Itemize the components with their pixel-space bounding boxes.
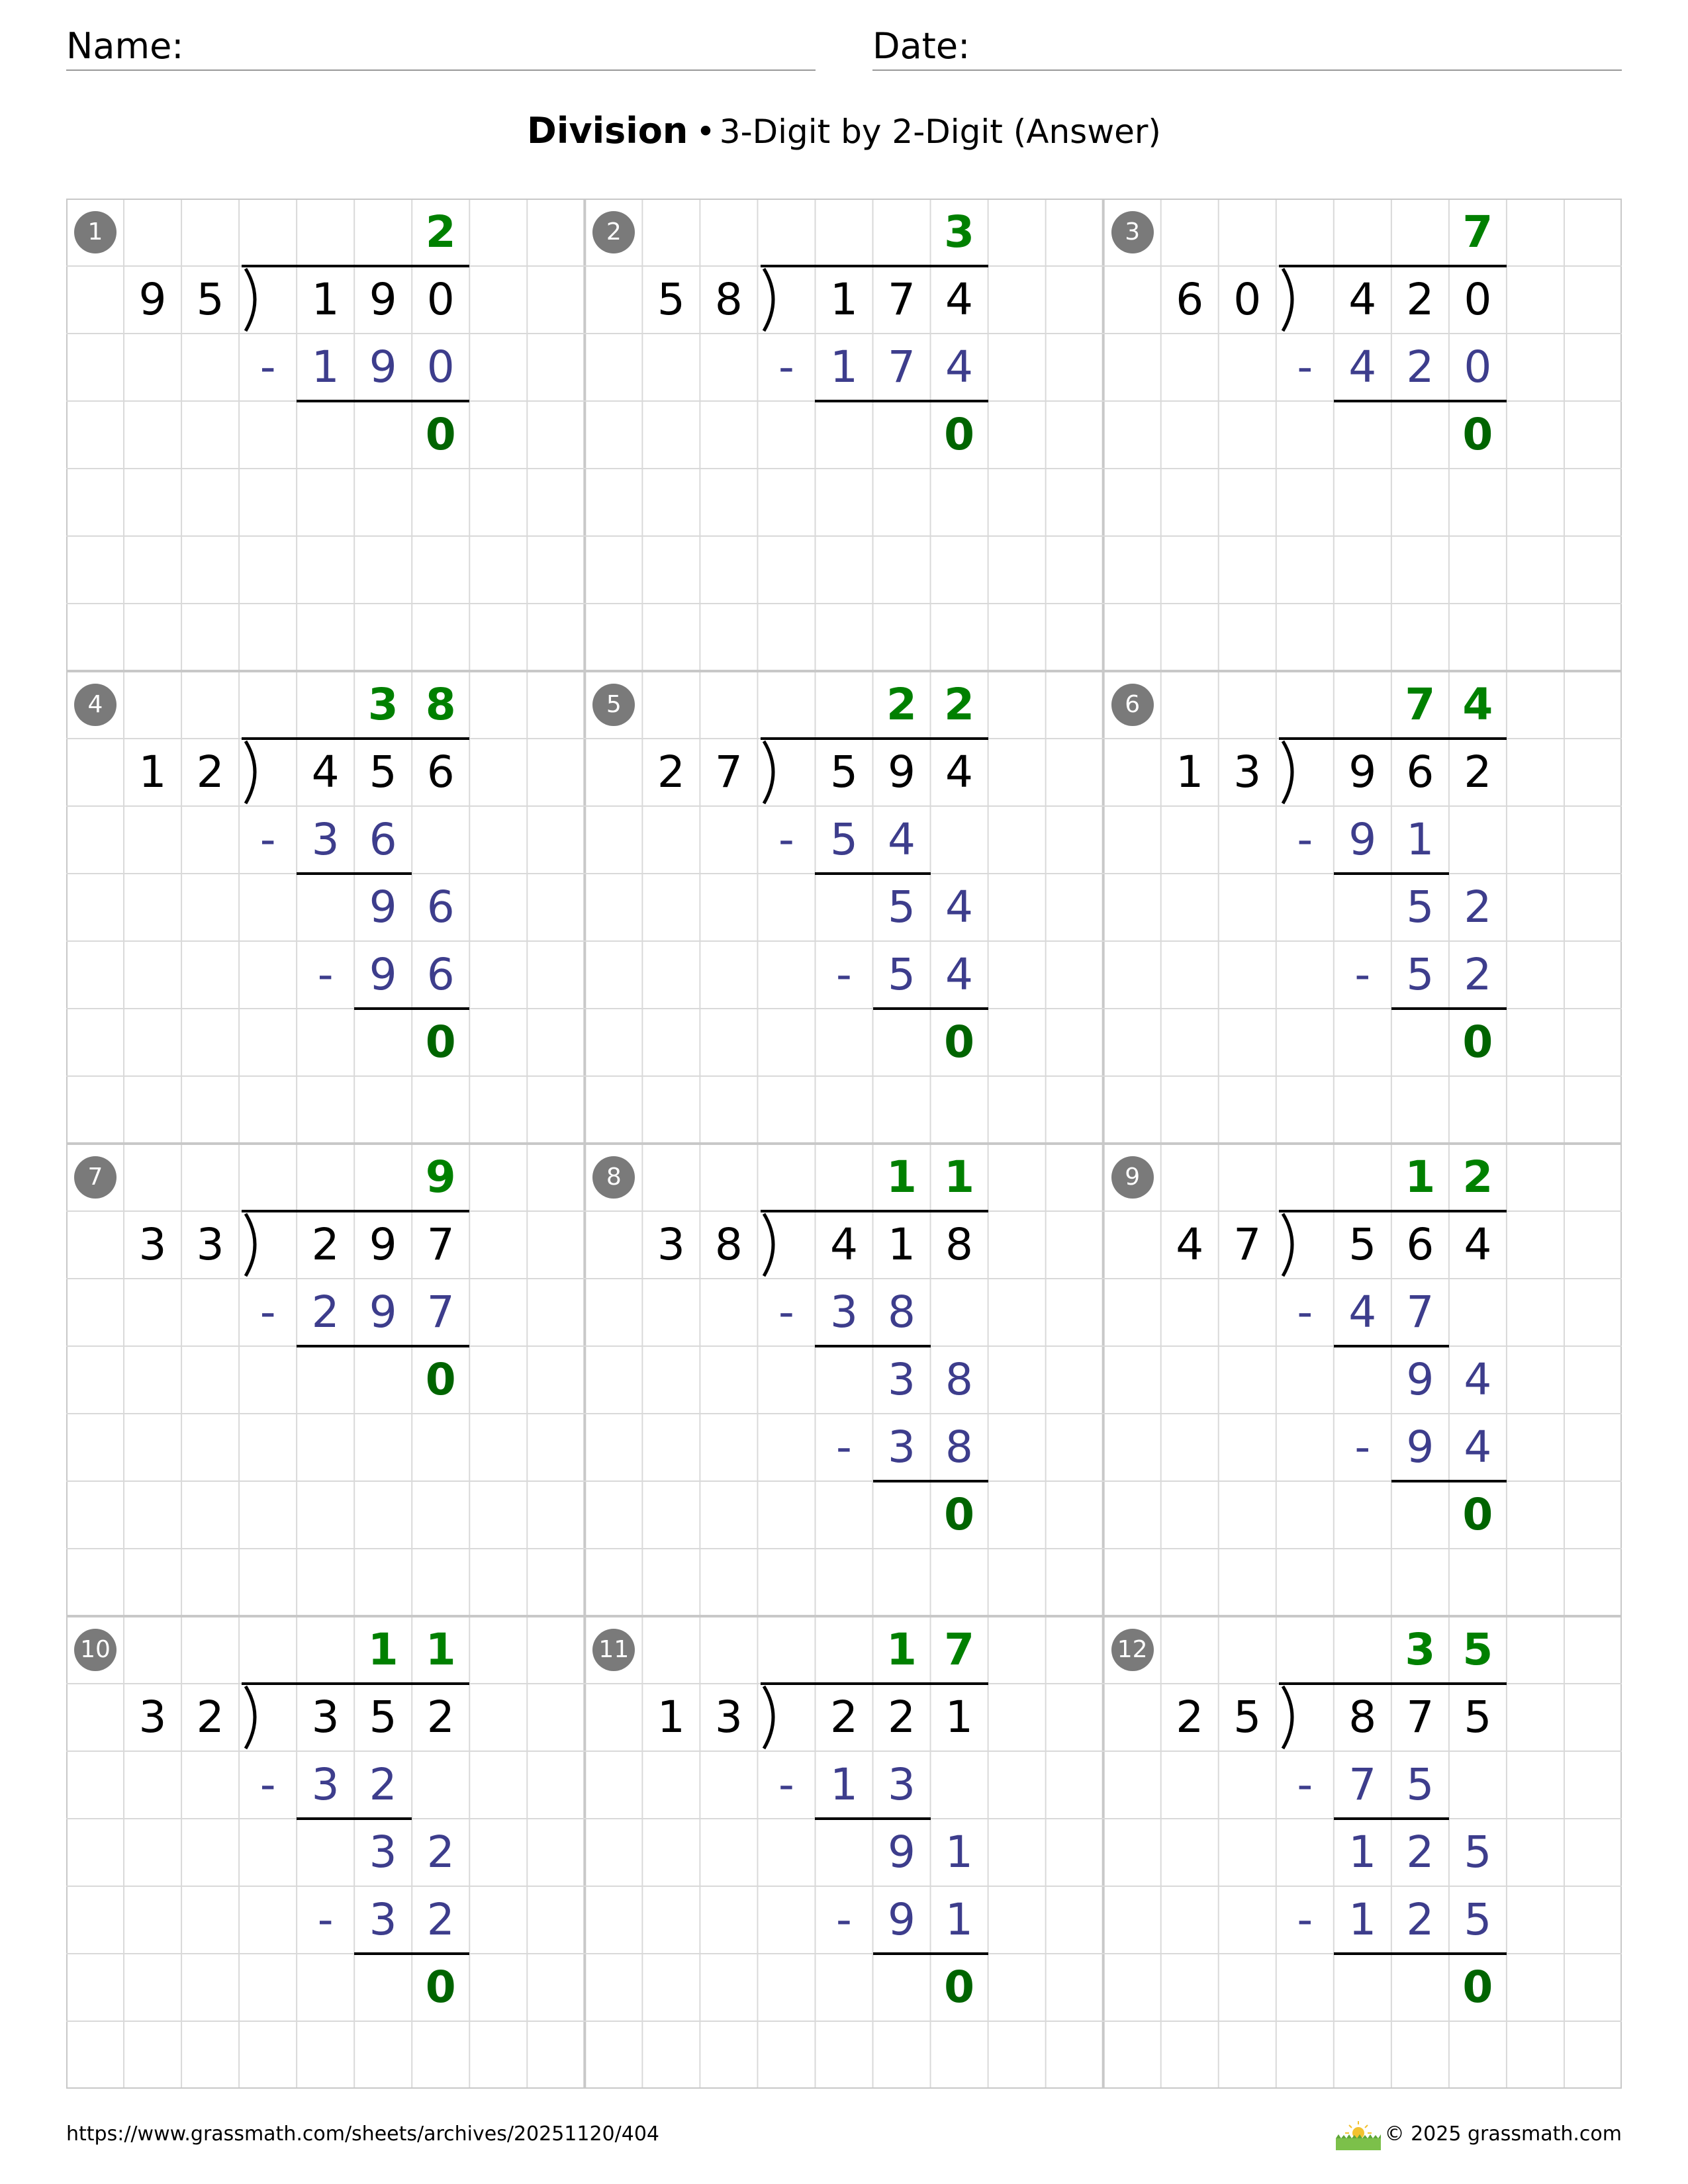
subtrahend-digit: 9 <box>1406 1422 1434 1473</box>
subtrahend-digit: 2 <box>1464 949 1492 1000</box>
quotient-digit: 1 <box>367 1624 399 1675</box>
date-field[interactable] <box>872 20 1622 71</box>
division-problem <box>585 671 1103 1144</box>
divisor-digit: 5 <box>196 274 224 325</box>
dividend-digit: 0 <box>1464 274 1492 325</box>
dividend-digit: 2 <box>1406 274 1434 325</box>
dividend-digit: 0 <box>426 274 455 325</box>
minus-sign: - <box>259 341 276 392</box>
dividend-digit: 6 <box>1406 1219 1434 1270</box>
minus-sign: - <box>1297 1287 1313 1338</box>
minus-sign: - <box>778 1287 794 1338</box>
minus-sign: - <box>1354 1422 1371 1473</box>
subtrahend-digit: 9 <box>369 341 397 392</box>
subtrahend-digit: 6 <box>426 949 455 1000</box>
subtrahend-digit: 1 <box>945 1894 974 1945</box>
quotient-digit: 3 <box>944 206 975 257</box>
minus-sign: - <box>1297 814 1313 865</box>
divisor-digit: 2 <box>1176 1692 1204 1743</box>
dividend-digit: 4 <box>1464 1219 1492 1270</box>
date-label: Date: <box>872 25 970 67</box>
subtrahend-digit: 4 <box>1464 1422 1492 1473</box>
division-problem <box>66 1616 585 2089</box>
division-bracket-icon <box>238 739 277 806</box>
subtrahend-digit: 4 <box>888 814 915 865</box>
dividend-digit: 1 <box>311 274 340 325</box>
division-bracket-icon <box>238 1684 277 1751</box>
subtrahend-digit: 3 <box>888 1422 915 1473</box>
title-main: Division <box>527 110 688 152</box>
dividend-digit: 1 <box>829 274 858 325</box>
minus-sign: - <box>836 1422 852 1473</box>
subtrahend-digit: 9 <box>1348 814 1377 865</box>
subtrahend-digit: 5 <box>888 949 915 1000</box>
subtrahend-digit: 3 <box>311 1759 340 1810</box>
minus-sign: - <box>1354 949 1371 1000</box>
problem-number-badge: 3 <box>1111 211 1154 253</box>
partial-dividend-digit: 5 <box>1464 1827 1492 1878</box>
quotient-digit: 3 <box>367 679 399 730</box>
remainder-digit: 0 <box>944 1489 975 1540</box>
partial-dividend-digit: 8 <box>945 1354 974 1405</box>
dividend-digit: 4 <box>829 1219 858 1270</box>
dividend-digit: 3 <box>311 1692 340 1743</box>
division-bracket-icon <box>238 266 277 334</box>
partial-dividend-digit: 3 <box>888 1354 915 1405</box>
quotient-digit: 2 <box>944 679 975 730</box>
division-problem <box>1103 199 1622 671</box>
division-problem <box>585 1616 1103 2089</box>
division-bracket-icon <box>756 266 796 334</box>
quotient-digit: 1 <box>886 1624 917 1675</box>
divisor-digit: 1 <box>657 1692 685 1743</box>
quotient-digit: 7 <box>1405 679 1436 730</box>
partial-dividend-digit: 9 <box>1406 1354 1434 1405</box>
subtrahend-digit: 7 <box>1348 1759 1377 1810</box>
problem-number-badge: 12 <box>1111 1629 1154 1671</box>
subtrahend-digit: 1 <box>1406 814 1434 865</box>
quotient-digit: 1 <box>425 1624 456 1675</box>
minus-sign: - <box>778 341 794 392</box>
divisor-digit: 3 <box>138 1219 167 1270</box>
remainder-digit: 0 <box>425 1354 456 1405</box>
quotient-digit: 7 <box>944 1624 975 1675</box>
minus-sign: - <box>778 1759 794 1810</box>
problem-number-badge: 4 <box>74 684 117 726</box>
subtrahend-digit: 2 <box>311 1287 340 1338</box>
subtrahend-digit: 2 <box>1406 1894 1434 1945</box>
partial-dividend-digit: 2 <box>426 1827 455 1878</box>
quotient-digit: 2 <box>886 679 917 730</box>
quotient-digit: 4 <box>1462 679 1493 730</box>
division-problem <box>66 671 585 1144</box>
subtrahend-digit: 1 <box>829 341 858 392</box>
division-bracket-icon <box>1275 266 1315 334</box>
quotient-digit: 3 <box>1405 1624 1436 1675</box>
subtrahend-digit: 5 <box>1464 1894 1492 1945</box>
dividend-digit: 4 <box>945 274 974 325</box>
dividend-digit: 5 <box>1464 1692 1492 1743</box>
dividend-digit: 9 <box>1348 747 1377 797</box>
partial-dividend-digit: 4 <box>945 882 974 933</box>
dividend-digit: 2 <box>311 1219 340 1270</box>
dividend-digit: 9 <box>888 747 915 797</box>
divisor-digit: 3 <box>714 1692 743 1743</box>
subtrahend-digit: 1 <box>311 341 340 392</box>
divisor-digit: 3 <box>196 1219 224 1270</box>
subtrahend-digit: 9 <box>369 949 397 1000</box>
remainder-digit: 0 <box>425 409 456 460</box>
subtrahend-digit: 3 <box>829 1287 858 1338</box>
dividend-digit: 1 <box>945 1692 974 1743</box>
problem-number-badge: 11 <box>592 1629 635 1671</box>
division-problem <box>585 199 1103 671</box>
subtrahend-digit: 3 <box>369 1894 397 1945</box>
divisor-digit: 0 <box>1233 274 1262 325</box>
problem-number-badge: 7 <box>74 1156 117 1199</box>
divisor-digit: 5 <box>1233 1692 1262 1743</box>
subtrahend-digit: 3 <box>311 814 340 865</box>
dividend-digit: 2 <box>1464 747 1492 797</box>
divisor-digit: 3 <box>657 1219 685 1270</box>
problem-number-badge: 8 <box>592 1156 635 1199</box>
quotient-digit: 5 <box>1462 1624 1493 1675</box>
subtrahend-digit: 2 <box>426 1894 455 1945</box>
worksheet-header <box>66 20 1622 79</box>
title-separator: • <box>696 113 716 151</box>
remainder-digit: 0 <box>1462 1489 1493 1540</box>
minus-sign: - <box>317 1894 334 1945</box>
partial-dividend-digit: 1 <box>945 1827 974 1878</box>
dividend-digit: 2 <box>829 1692 858 1743</box>
divisor-digit: 7 <box>1233 1219 1262 1270</box>
subtrahend-digit: 4 <box>945 341 974 392</box>
subtrahend-digit: 5 <box>1406 949 1434 1000</box>
subtrahend-digit: 6 <box>369 814 397 865</box>
division-problem <box>1103 1144 1622 1616</box>
remainder-digit: 0 <box>425 1017 456 1068</box>
dividend-digit: 4 <box>1348 274 1377 325</box>
partial-dividend-digit: 9 <box>369 882 397 933</box>
worksheet-title <box>0 105 1688 158</box>
subtrahend-digit: 4 <box>1348 1287 1377 1338</box>
minus-sign: - <box>259 1759 276 1810</box>
divisor-digit: 4 <box>1176 1219 1204 1270</box>
divisor-digit: 3 <box>138 1692 167 1743</box>
subtrahend-digit: 1 <box>829 1759 858 1810</box>
dividend-digit: 4 <box>311 747 340 797</box>
name-field[interactable] <box>66 20 816 71</box>
problem-grid <box>66 199 1622 2089</box>
dividend-digit: 7 <box>1406 1692 1434 1743</box>
subtrahend-digit: 1 <box>1348 1894 1377 1945</box>
remainder-digit: 0 <box>1462 409 1493 460</box>
subtrahend-digit: 9 <box>369 1287 397 1338</box>
partial-dividend-digit: 2 <box>1464 882 1492 933</box>
subtrahend-digit: 5 <box>1406 1759 1434 1810</box>
minus-sign: - <box>836 1894 852 1945</box>
partial-dividend-digit: 5 <box>1406 882 1434 933</box>
minus-sign: - <box>317 949 334 1000</box>
subtrahend-digit: 5 <box>829 814 858 865</box>
minus-sign: - <box>1297 341 1313 392</box>
division-problem <box>1103 1616 1622 2089</box>
subtrahend-digit: 3 <box>888 1759 915 1810</box>
remainder-digit: 0 <box>425 1962 456 2013</box>
problem-number-badge: 10 <box>74 1629 117 1671</box>
partial-dividend-digit: 4 <box>1464 1354 1492 1405</box>
copyright: © 2025 grassmath.com <box>1384 2122 1622 2146</box>
quotient-digit: 8 <box>425 679 456 730</box>
subtrahend-digit: 0 <box>1464 341 1492 392</box>
division-bracket-icon <box>756 1211 796 1279</box>
quotient-digit: 7 <box>1462 206 1493 257</box>
division-problem <box>1103 671 1622 1144</box>
problem-number-badge: 2 <box>592 211 635 253</box>
dividend-digit: 6 <box>1406 747 1434 797</box>
source-url[interactable]: https://www.grassmath.com/sheets/archives/20251120/404 <box>66 2122 660 2146</box>
quotient-digit: 1 <box>1405 1152 1436 1203</box>
minus-sign: - <box>259 814 276 865</box>
grass-sun-logo-icon <box>1333 2118 1383 2152</box>
dividend-digit: 7 <box>426 1219 455 1270</box>
quotient-digit: 9 <box>425 1152 456 1203</box>
dividend-digit: 8 <box>945 1219 974 1270</box>
partial-dividend-digit: 1 <box>1348 1827 1377 1878</box>
divisor-digit: 8 <box>714 274 743 325</box>
name-label: Name: <box>66 25 184 67</box>
division-problem <box>66 199 585 671</box>
subtrahend-digit: 7 <box>426 1287 455 1338</box>
divisor-digit: 9 <box>138 274 167 325</box>
footer <box>66 2115 1622 2154</box>
partial-dividend-digit: 6 <box>426 882 455 933</box>
divisor-digit: 3 <box>1233 747 1262 797</box>
partial-dividend-digit: 9 <box>888 1827 915 1878</box>
partial-dividend-digit: 5 <box>888 882 915 933</box>
minus-sign: - <box>1297 1759 1313 1810</box>
remainder-digit: 0 <box>1462 1962 1493 2013</box>
quotient-digit: 2 <box>425 206 456 257</box>
divisor-digit: 2 <box>657 747 685 797</box>
subtrahend-digit: 4 <box>1348 341 1377 392</box>
dividend-digit: 5 <box>1348 1219 1377 1270</box>
divisor-digit: 8 <box>714 1219 743 1270</box>
dividend-digit: 2 <box>888 1692 915 1743</box>
division-problem <box>585 1144 1103 1616</box>
partial-dividend-digit: 3 <box>369 1827 397 1878</box>
dividend-digit: 6 <box>426 747 455 797</box>
remainder-digit: 0 <box>944 1962 975 2013</box>
quotient-digit: 1 <box>886 1152 917 1203</box>
dividend-digit: 8 <box>1348 1692 1377 1743</box>
dividend-digit: 5 <box>369 1692 397 1743</box>
problem-number-badge: 5 <box>592 684 635 726</box>
subtrahend-digit: 8 <box>945 1422 974 1473</box>
remainder-digit: 0 <box>1462 1017 1493 1068</box>
dividend-digit: 5 <box>369 747 397 797</box>
problem-number-badge: 9 <box>1111 1156 1154 1199</box>
remainder-digit: 0 <box>944 1017 975 1068</box>
subtrahend-digit: 2 <box>369 1759 397 1810</box>
divisor-digit: 5 <box>657 274 685 325</box>
subtrahend-digit: 7 <box>888 341 915 392</box>
subtrahend-digit: 4 <box>945 949 974 1000</box>
minus-sign: - <box>1297 1894 1313 1945</box>
partial-dividend-digit: 2 <box>1406 1827 1434 1878</box>
dividend-digit: 9 <box>369 1219 397 1270</box>
division-bracket-icon <box>1275 1211 1315 1279</box>
divisor-digit: 6 <box>1176 274 1204 325</box>
divisor-digit: 7 <box>714 747 743 797</box>
divisor-digit: 1 <box>1176 747 1204 797</box>
division-problem <box>66 1144 585 1616</box>
division-bracket-icon <box>756 739 796 806</box>
dividend-digit: 1 <box>888 1219 915 1270</box>
quotient-digit: 1 <box>944 1152 975 1203</box>
minus-sign: - <box>836 949 852 1000</box>
dividend-digit: 2 <box>426 1692 455 1743</box>
division-bracket-icon <box>238 1211 277 1279</box>
subtrahend-digit: 0 <box>426 341 455 392</box>
divisor-digit: 2 <box>196 747 224 797</box>
subtrahend-digit: 2 <box>1406 341 1434 392</box>
division-bracket-icon <box>756 1684 796 1751</box>
divisor-digit: 1 <box>138 747 167 797</box>
division-bracket-icon <box>1275 1684 1315 1751</box>
division-bracket-icon <box>1275 739 1315 806</box>
minus-sign: - <box>778 814 794 865</box>
divisor-digit: 2 <box>196 1692 224 1743</box>
problem-number-badge: 1 <box>74 211 117 253</box>
subtrahend-digit: 8 <box>888 1287 915 1338</box>
title-subtitle: 3-Digit by 2-Digit (Answer) <box>719 113 1161 151</box>
dividend-digit: 4 <box>945 747 974 797</box>
dividend-digit: 9 <box>369 274 397 325</box>
problems-container <box>66 199 1622 2089</box>
problem-number-badge: 6 <box>1111 684 1154 726</box>
dividend-digit: 5 <box>829 747 858 797</box>
quotient-digit: 2 <box>1462 1152 1493 1203</box>
subtrahend-digit: 7 <box>1406 1287 1434 1338</box>
minus-sign: - <box>259 1287 276 1338</box>
dividend-digit: 7 <box>888 274 915 325</box>
subtrahend-digit: 9 <box>888 1894 915 1945</box>
remainder-digit: 0 <box>944 409 975 460</box>
